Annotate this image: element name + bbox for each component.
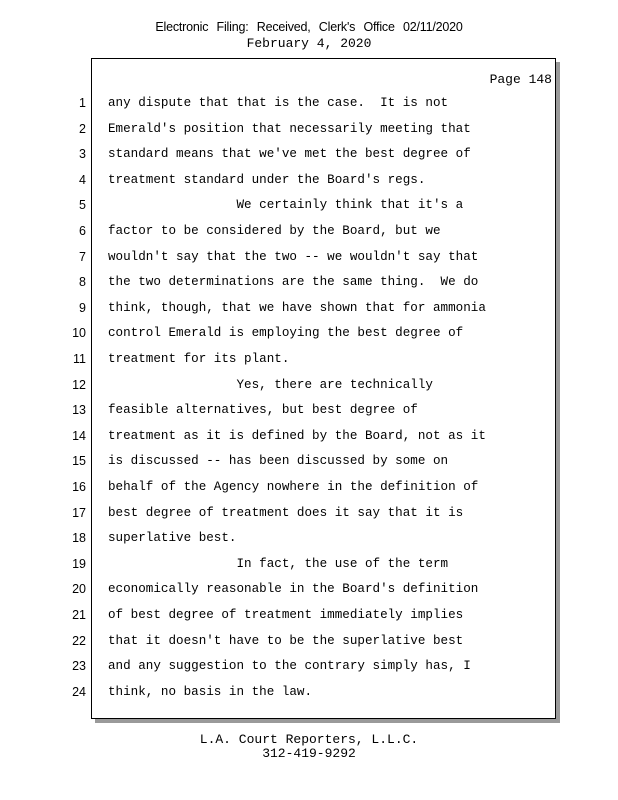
page-number-label: Page 148	[489, 72, 552, 87]
court-reporter-phone: 312-419-9292	[262, 746, 356, 761]
line-text: Yes, there are technically	[108, 377, 433, 392]
line-text: factor to be considered by the Board, but we	[108, 224, 441, 238]
line-number: 6	[79, 224, 86, 238]
line-text: that it doesn't have to be the superlative best	[108, 633, 464, 648]
line-number: 15	[72, 454, 86, 469]
court-reporter-name: L.A. Court Reporters, L.L.C.	[199, 732, 419, 747]
line-text: standard means that we've met the best degree of	[108, 147, 471, 162]
line-text: economically reasonable in the Board's definition	[108, 582, 479, 597]
line-text: is discussed -- has been discussed by some on	[108, 454, 449, 469]
line-number: 3	[79, 147, 86, 162]
line-text: think, though, that we have shown that for ammonia	[108, 300, 486, 315]
line-number: 24	[72, 684, 86, 699]
line-text: In fact, the use of the term	[108, 556, 449, 571]
line-text: treatment for its plant.	[108, 352, 290, 366]
line-number: 14	[72, 428, 86, 443]
line-text: wouldn't say that the two -- we wouldn't say that	[108, 249, 479, 264]
line-number: 23	[72, 659, 86, 674]
line-number: 1	[79, 96, 86, 110]
line-number: 8	[79, 275, 86, 290]
line-number: 4	[79, 172, 86, 187]
line-number: 17	[72, 505, 86, 520]
line-number: 12	[72, 377, 86, 392]
line-text: think, no basis in the law.	[108, 684, 313, 699]
line-text: the two determinations are the same thing. We do	[108, 275, 479, 290]
line-number: 5	[79, 198, 86, 213]
line-number: 21	[72, 608, 86, 622]
line-number: 16	[72, 480, 86, 494]
line-text: any dispute that that is the case. It is not	[108, 96, 449, 110]
line-text: control Emerald is employing the best degree of	[108, 326, 464, 341]
line-number: 10	[72, 326, 86, 341]
line-number: 7	[79, 249, 86, 264]
line-text: treatment as it is defined by the Board, not as it	[108, 428, 486, 443]
line-text: behalf of the Agency nowhere in the definition of	[108, 480, 479, 494]
line-number: 9	[79, 300, 86, 315]
line-number: 2	[79, 121, 86, 136]
line-number: 13	[72, 403, 86, 418]
line-text: and any suggestion to the contrary simply has, I	[108, 659, 471, 674]
line-text: We certainly think that it's a	[108, 198, 464, 213]
filing-stamp: Electronic Filing: Received, Clerk's Office 02/11/2020	[155, 20, 463, 34]
line-number: 18	[72, 531, 86, 546]
line-number: 20	[72, 582, 86, 597]
line-text: treatment standard under the Board's regs.	[108, 172, 426, 187]
line-text: of best degree of treatment immediately implies	[108, 608, 464, 622]
line-number: 22	[72, 633, 86, 648]
line-text: Emerald's position that necessarily meeting that	[108, 121, 471, 136]
line-text: feasible alternatives, but best degree of	[108, 403, 418, 418]
line-number: 19	[72, 556, 86, 571]
line-text: best degree of treatment does it say that it is	[108, 505, 464, 520]
line-text: superlative best.	[108, 531, 237, 546]
transcript-date: February 4, 2020	[246, 36, 372, 51]
line-number: 11	[73, 352, 86, 366]
